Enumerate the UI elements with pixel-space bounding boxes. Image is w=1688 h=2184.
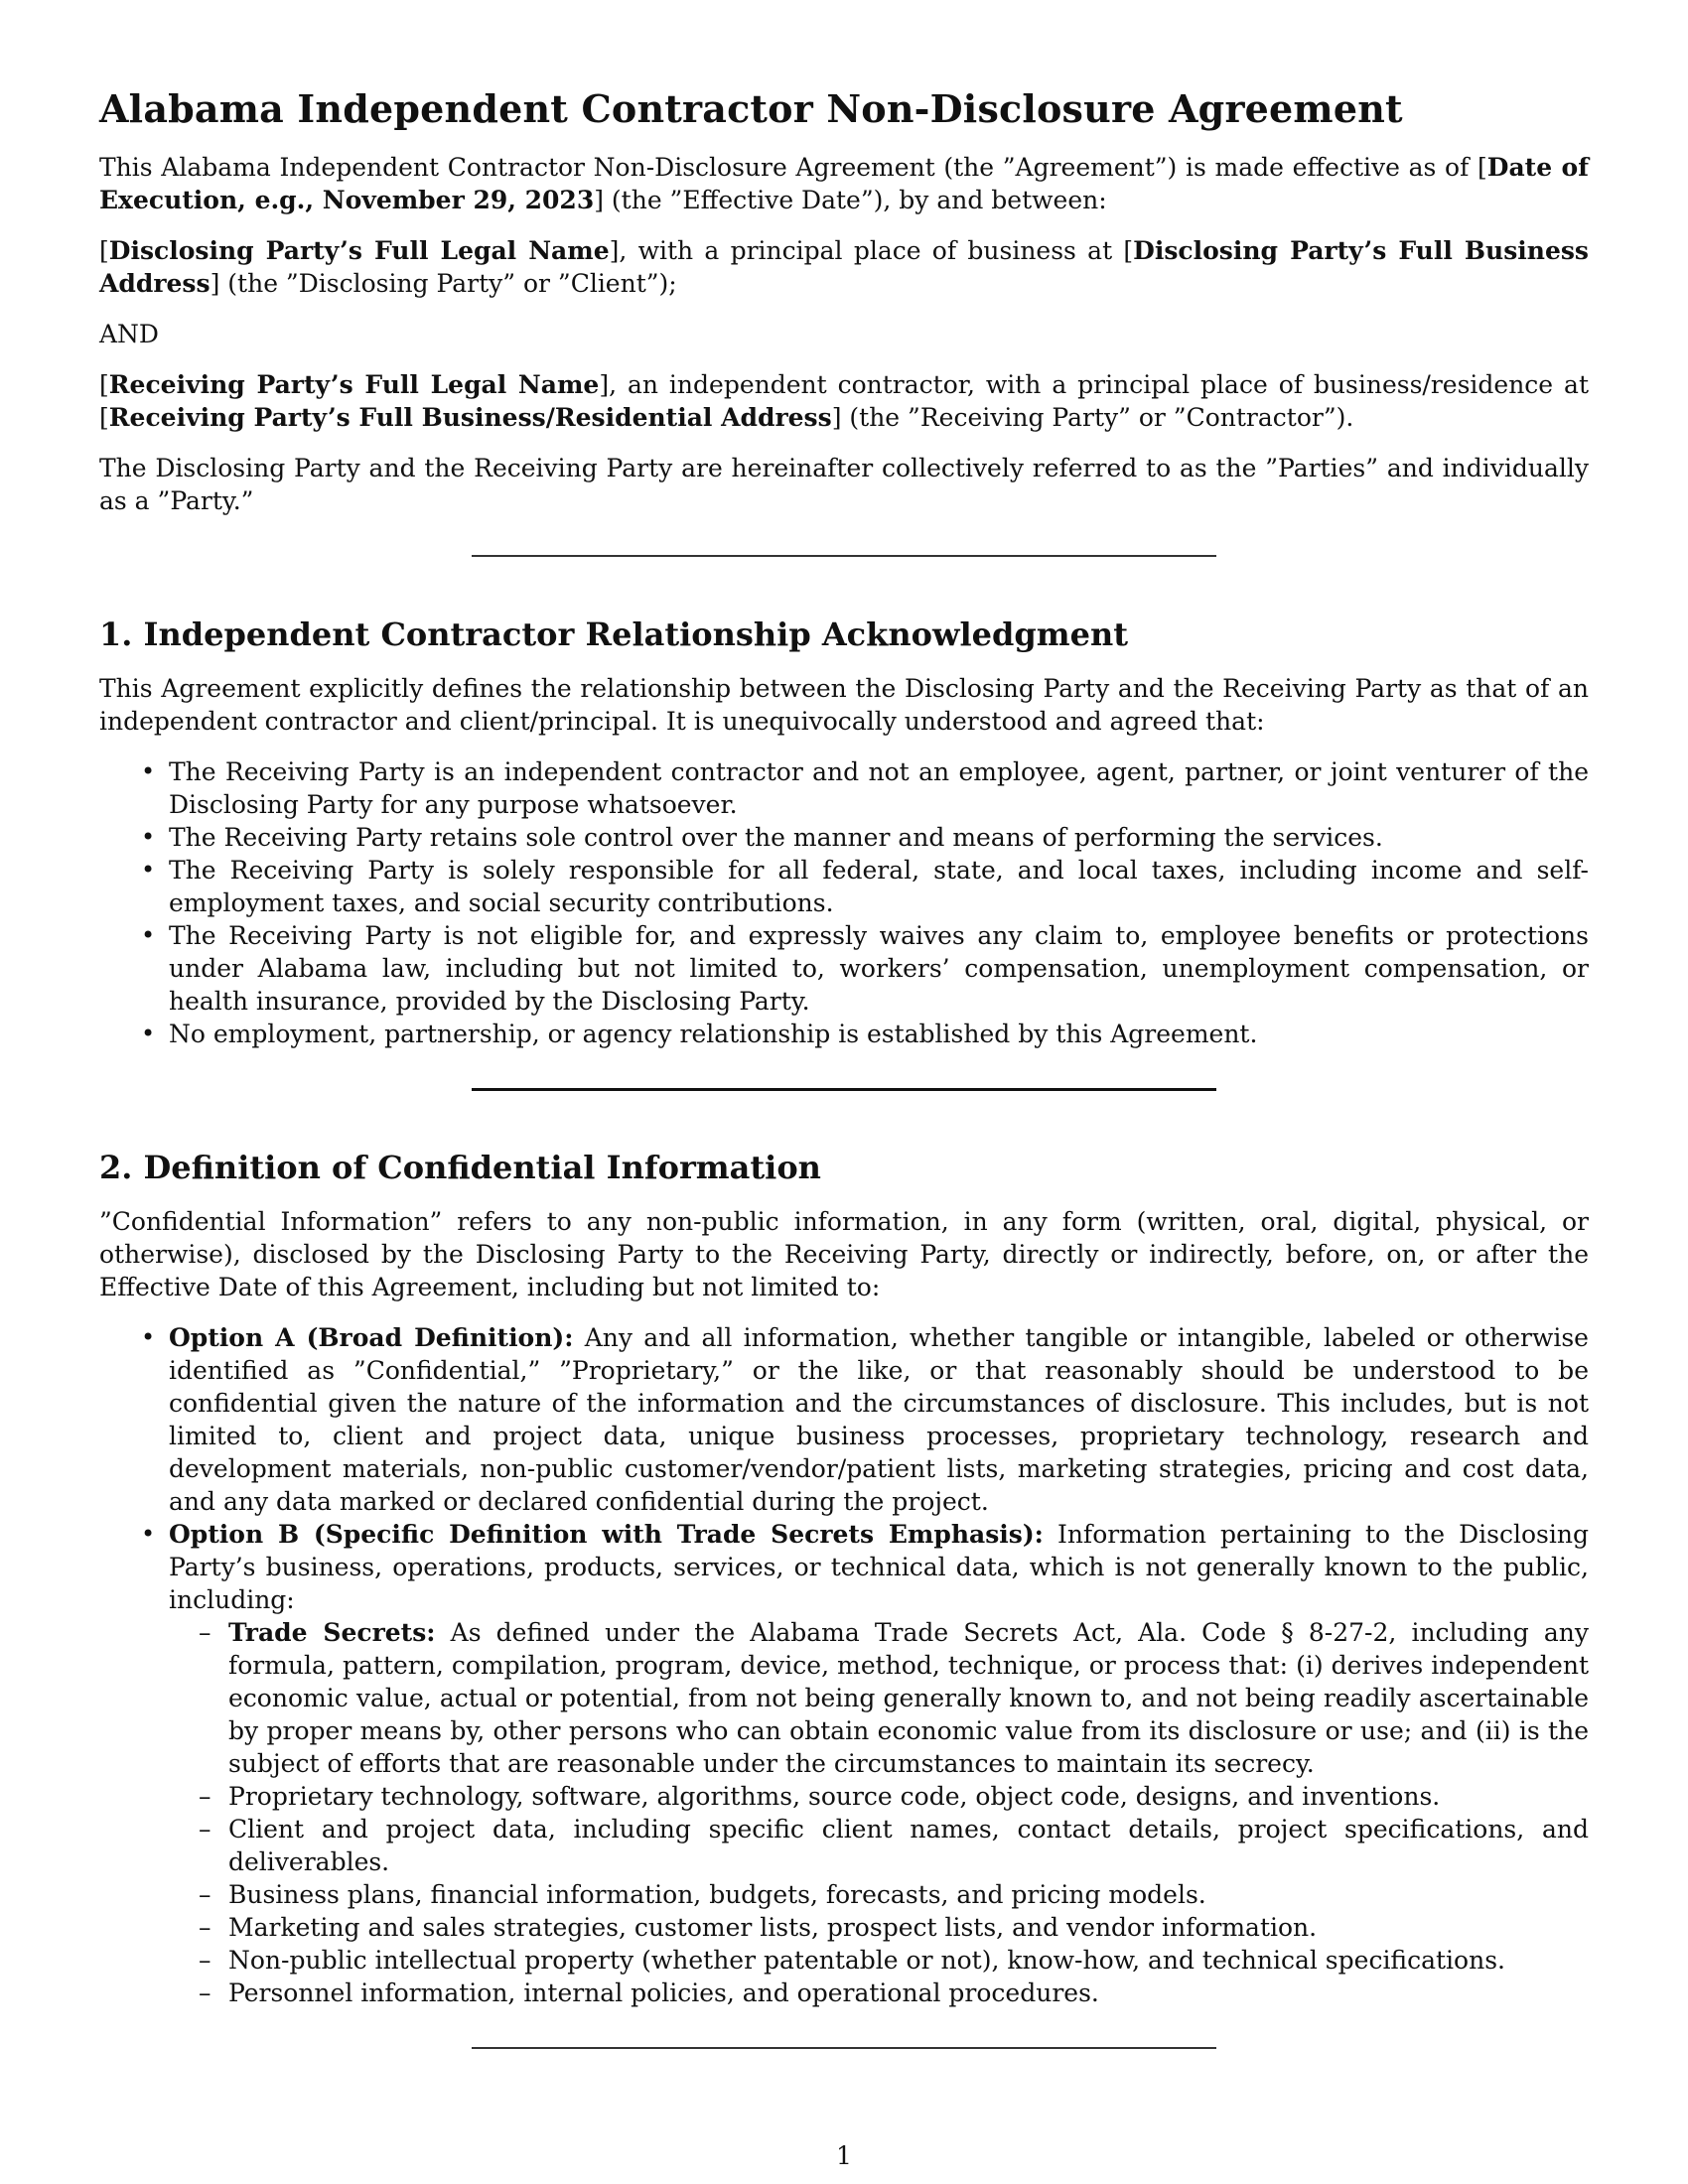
list-item: • The Receiving Party is not eligible for, and expressly waives any claim to, employee benefits or protections under Alabama law, including but not limited to, workers’ compensation, unemployment compensation, or health insurance, provided by the Disclosing Party. <box>169 919 1589 1018</box>
divider <box>99 535 1589 614</box>
disclosing-address-placeholder: Disclosing Party’s Full Business Address <box>99 236 1589 298</box>
option-a-label: Option A (Broad Definition): <box>169 1323 574 1352</box>
option-a-text: Any and all information, whether tangible or intangible, labeled or otherwise identified as ”Confidential,” ”Proprietary,” or the like, or that reasonably should be understood to be confidential given the nature of the information and the circumstances of disclosure. This includes, but is not limited to, client and project data, unique business processes, proprietary technology, research and development materials, non-public customer/vendor/patient lists, marketing strategies, pricing and cost data, and any data marked or declared confidential during the project. <box>169 1323 1589 1516</box>
list-item: • No employment, partnership, or agency relationship is established by this Agreement. <box>169 1018 1589 1050</box>
section-2-lead: ”Confidential Information” refers to any non-public information, in any form (written, oral, digital, physical, or otherwise), disclosed by the Disclosing Party to the Receiving Party, directly or indirectly, before, on, or after the Effective Date of this Agreement, including but not limited to: <box>99 1207 1589 1301</box>
section-1-heading: 1. Independent Contractor Relationship Acknowledgment <box>99 615 1129 653</box>
option-b-label: Option B (Specific Definition with Trade Secrets Emphasis): <box>169 1520 1044 1549</box>
section-2-heading: 2. Definition of Confidential Information <box>99 1149 821 1186</box>
list-item: • The Receiving Party is an independent contractor and not an employee, agent, partner, or joint venturer of the Disclosing Party for any purpose whatsoever. <box>169 755 1589 821</box>
receiving-name-placeholder: Receiving Party’s Full Legal Name <box>108 370 600 399</box>
option-b-text: Information pertaining to the Disclosing Party’s business, operations, products, services, or technical data, which is not generally known to the public, including: <box>169 1520 1589 1614</box>
list-item: • The Receiving Party retains sole control over the manner and means of performing the services. <box>169 821 1589 854</box>
text-run: This Alabama Independent Contractor Non-Disclosure Agreement (the ”Agreement”) is made effective as of [ <box>99 153 1487 182</box>
text-run: ], with a principal place of business at [ <box>609 236 1134 265</box>
option-b-item <box>169 1518 1589 2009</box>
text-run: ] (the ”Disclosing Party” or ”Client”); <box>210 269 677 298</box>
text-run: [ <box>99 370 109 399</box>
parties-paragraph: The Disclosing Party and the Receiving Party are hereinafter collectively referred to as the ”Parties” and individually as a ”Party.” <box>99 454 1589 515</box>
sub-list-item: – Business plans, financial information, budgets, forecasts, and pricing models. <box>228 1878 1589 1911</box>
sub-list-item: – Proprietary technology, software, algorithms, source code, object code, designs, and inventions. <box>228 1780 1589 1813</box>
divider-line <box>472 2047 1216 2049</box>
receiving-party-paragraph <box>99 368 1589 434</box>
text-run: ] (the ”Effective Date”), by and between: <box>594 186 1107 214</box>
sub-list-item: – Personnel information, internal policies, and operational procedures. <box>228 1977 1589 2009</box>
and-separator: AND <box>99 320 159 348</box>
list-item: • The Receiving Party is solely responsible for all federal, state, and local taxes, including income and self-employment taxes, and social security contributions. <box>169 854 1589 919</box>
text-run: ] (the ”Receiving Party” or ”Contractor”). <box>831 403 1354 432</box>
section-1-lead: This Agreement explicitly defines the relationship between the Disclosing Party and the Receiving Party as that of an independent contractor and client/principal. It is unequivocally understood and agreed that: <box>99 674 1589 736</box>
effective-date-paragraph <box>99 151 1589 216</box>
date-placeholder: Date of Execution, e.g., November 29, 2023 <box>99 153 1589 214</box>
trade-secrets-text: As defined under the Alabama Trade Secrets Act, Ala. Code § 8-27-2, including any formula, pattern, compilation, program, device, method, technique, or process that: (i) derives independent economic value, actual or potential, from not being generally known to, and not being readily ascertainable by proper means by, other persons who can obtain economic value from its disclosure or use; and (ii) is the subject of efforts that are reasonable under the circumstances to maintain its secrecy. <box>228 1618 1589 1778</box>
sub-list-item: – Marketing and sales strategies, customer lists, prospect lists, and vendor information. <box>228 1911 1589 1944</box>
divider <box>99 2027 1589 2107</box>
divider-line <box>472 555 1216 557</box>
sub-list-item: – Non-public intellectual property (whether patentable or not), know-how, and technical specifications. <box>228 1944 1589 1977</box>
section-1-list <box>99 755 1589 1050</box>
sub-list-item: – Client and project data, including specific client names, contact details, project specifications, and deliverables. <box>228 1813 1589 1878</box>
trade-secrets-item <box>228 1616 1589 1780</box>
option-b-sublist <box>169 1616 1589 2009</box>
text-run: ], an independent contractor, with a principal place of business/residence at [ <box>99 370 1589 432</box>
option-a-item <box>169 1321 1589 1518</box>
page-number: 1 <box>836 2141 852 2170</box>
trade-secrets-label: Trade Secrets: <box>228 1618 436 1647</box>
divider-line <box>472 1088 1216 1091</box>
receiving-address-placeholder: Receiving Party’s Full Business/Residential Address <box>108 403 832 432</box>
disclosing-party-paragraph <box>99 234 1589 300</box>
divider <box>99 1068 1589 1148</box>
document-title: Alabama Independent Contractor Non-Disclosure Agreement <box>99 86 1403 131</box>
document-page <box>99 85 1589 2107</box>
disclosing-name-placeholder: Disclosing Party’s Full Legal Name <box>108 236 610 265</box>
section-2-list <box>99 1321 1589 2009</box>
text-run: [ <box>99 236 109 265</box>
